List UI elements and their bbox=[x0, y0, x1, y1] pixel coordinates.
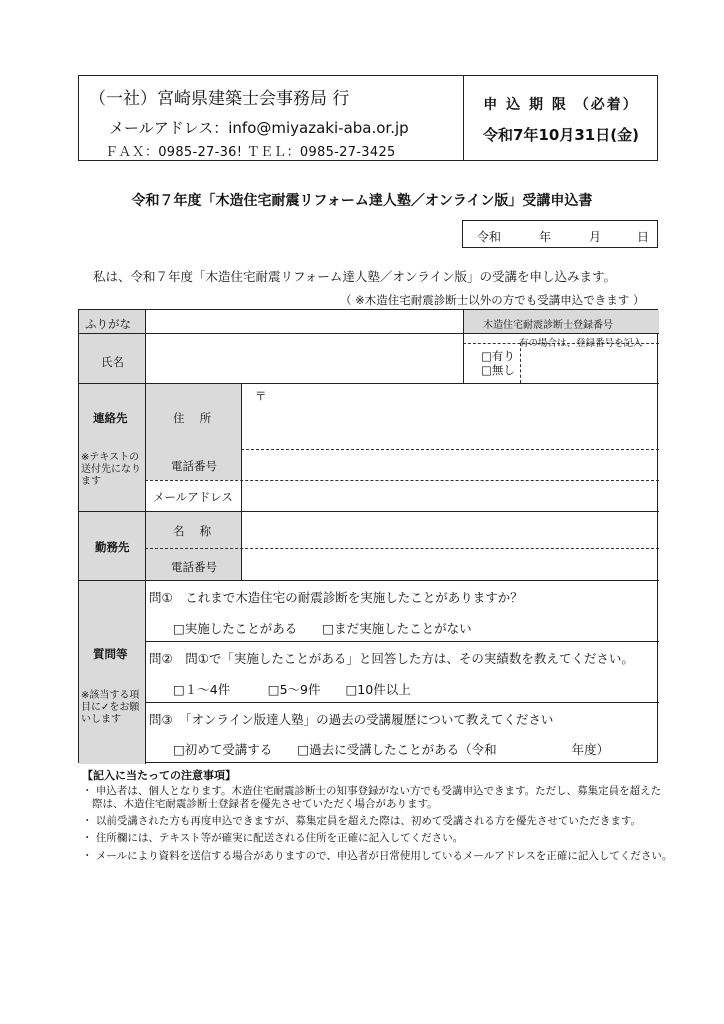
address-input[interactable] bbox=[242, 384, 659, 449]
recipient: （一社）宮崎県建築士会事務局 行 bbox=[89, 89, 350, 109]
work-phone-input[interactable] bbox=[242, 549, 659, 580]
questions-label: 質問等 bbox=[93, 647, 128, 661]
phone-input[interactable] bbox=[242, 450, 659, 480]
email-input[interactable] bbox=[242, 481, 659, 511]
questions-note-line3: いします bbox=[81, 714, 121, 725]
fax-tel: ＦＡＸ：0985-27-36! ＴＥＬ：0985-27-3425 bbox=[105, 145, 396, 160]
date-field[interactable] bbox=[462, 220, 658, 248]
furigana-label: ふりがな bbox=[85, 317, 131, 331]
note-line-2: 際は、木造住宅耐震診断士登録者を優先させていただく場合があります。 bbox=[92, 798, 438, 810]
email-label: メールアドレス bbox=[153, 490, 233, 504]
date-month: 月 bbox=[589, 230, 602, 244]
registered-yes-checkbox[interactable]: □有り bbox=[481, 349, 515, 363]
question-1: 問① これまで木造住宅の耐震診断を実施したことがありますか？ bbox=[149, 590, 523, 605]
contact-note-line2: 送付先になり bbox=[81, 464, 141, 475]
company-name-label: 名 称 bbox=[173, 524, 212, 538]
header-box bbox=[78, 75, 658, 161]
contact-label: 連絡先 bbox=[93, 411, 128, 425]
note-line-1: ・ 申込者は、個人となります。木造住宅耐震診断士の知事登録がない方でも受講申込できます。ただし、募集定員を超えた bbox=[82, 785, 662, 797]
note-line-5: ・ メールにより資料を送信する場合がありますので、申込者が日常使用しているメールアドレスを正確に記入してください。 bbox=[82, 850, 673, 862]
contact-note-line3: ます bbox=[81, 476, 101, 487]
question-3: 問③ 「オンライン版達人塾」の過去の受講履歴について教えてください bbox=[149, 712, 554, 727]
question-1-options[interactable]: □実施したことがある □まだ実施したことがない bbox=[173, 621, 472, 636]
furigana-input[interactable] bbox=[146, 310, 462, 333]
question-3-options[interactable]: □初めて受講する □過去に受講したことがある（令和 年度） bbox=[173, 742, 610, 757]
deadline-date: 令和7年10月31日(金) bbox=[483, 126, 639, 144]
registration-note: 有の場合は、登録番号を記入 bbox=[519, 338, 643, 349]
contact-note-line1: ※テキストの bbox=[81, 452, 140, 463]
work-phone-label: 電話番号 bbox=[171, 560, 217, 574]
note-line-4: ・ 住所欄には、テキスト等が確実に配送される住所を正確に記入してください。 bbox=[82, 832, 464, 844]
note-line-3: ・ 以前受講された方も再度申込できますが、募集定員を超えた際は、初めて受講される方を優先させていただきます。 bbox=[82, 815, 641, 827]
date-year: 年 bbox=[539, 230, 552, 244]
date-era: 令和 bbox=[477, 230, 502, 244]
questions-note-line1: ※該当する項 bbox=[81, 690, 140, 701]
intro-text: 私は、令和７年度「木造住宅耐震リフォーム達人塾／オンライン版」の受講を申し込みます。 bbox=[93, 269, 617, 284]
date-day: 日 bbox=[637, 230, 650, 244]
company-name-input[interactable] bbox=[242, 512, 659, 548]
address-label: 住 所 bbox=[173, 411, 212, 425]
workplace-label: 勤務先 bbox=[95, 540, 130, 554]
registration-number-header: 木造住宅耐震診断士登録番号 bbox=[483, 320, 613, 331]
question-2: 問② 問①で「実施したことがある」と回答した方は、その実績数を教えてください。 bbox=[149, 651, 634, 666]
questions-note-line2: 目に✓をお願 bbox=[81, 702, 140, 713]
question-2-options[interactable]: □１～4件 □5～9件 □10件以上 bbox=[173, 682, 411, 697]
application-form bbox=[78, 309, 658, 763]
postal-mark: 〒 bbox=[255, 389, 267, 403]
name-input[interactable] bbox=[146, 334, 462, 383]
questions-label-cell bbox=[79, 580, 145, 764]
notes-heading: 【記入に当たっての注意事項】 bbox=[82, 769, 236, 782]
deadline-label: 申 込 期 限 （必着） bbox=[483, 97, 639, 113]
phone-label: 電話番号 bbox=[171, 459, 217, 473]
page-title: 令和７年度「木造住宅耐震リフォーム達人塾／オンライン版」受講申込書 bbox=[131, 193, 593, 209]
recipient-panel bbox=[79, 76, 464, 160]
eligibility-note: （ ※木造住宅耐震診断士以外の方でも受講申込できます ） bbox=[340, 293, 645, 307]
email-address: メールアドレス：info@miyazaki-aba.or.jp bbox=[109, 119, 409, 137]
name-label: 氏名 bbox=[101, 355, 124, 369]
registered-no-checkbox[interactable]: □無し bbox=[481, 363, 515, 377]
